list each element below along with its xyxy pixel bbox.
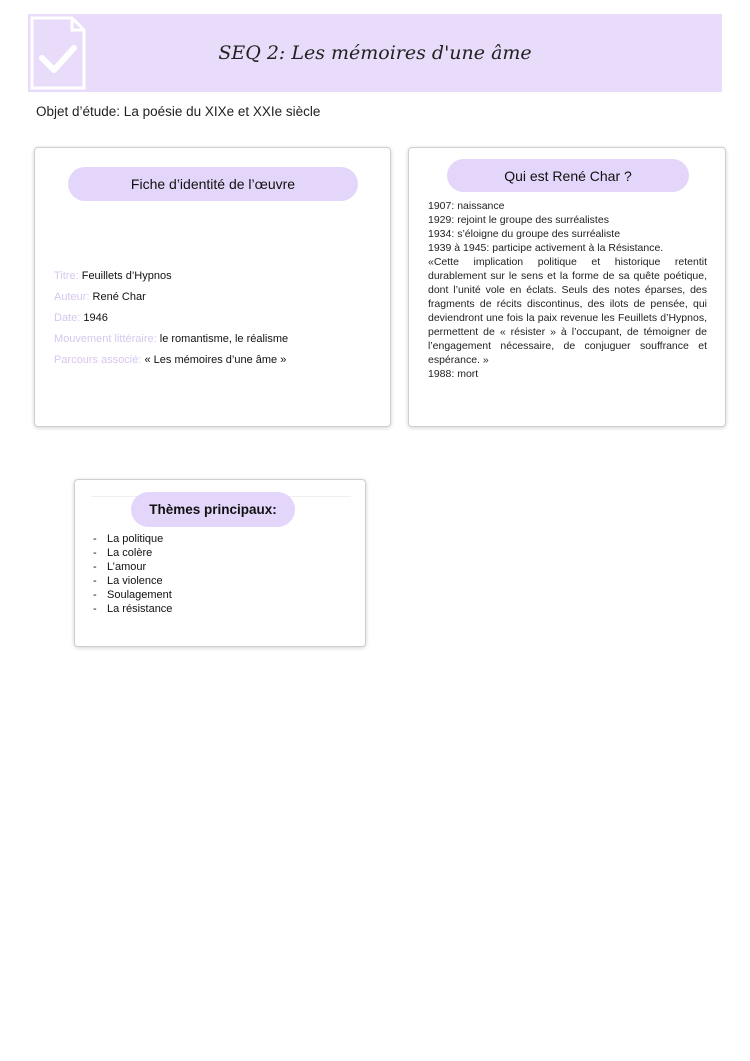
list-item <box>93 588 172 602</box>
field-label: Titre: <box>54 270 79 282</box>
theme-label: L’amour <box>107 561 147 573</box>
identity-fields <box>54 266 288 371</box>
author-card-title: Qui est René Char ? <box>447 159 689 192</box>
field-value: René Char <box>92 291 146 303</box>
field-value: le romantisme, le réalisme <box>159 333 289 345</box>
list-item <box>93 532 172 546</box>
theme-label: La colère <box>107 547 153 559</box>
identity-field-date <box>54 308 288 329</box>
themes-card <box>74 479 366 647</box>
theme-label: La politique <box>107 533 164 545</box>
bullet: - <box>93 533 97 545</box>
bio-quote: «Cette implication politique et historique retentit durablement sur le sens et la forme de sa quête poétique, dont l’unité vole en éclats. Seuls des notes éparses, des fragments de récits discontinus, des ilots de pensée, qui deviendront une fois la paix revenue les Feuillets d’Hypnos, permettent de « résister » à l’occupant, de témoigner de l’engagement nécessaire, de conjuguer souffrance et espérance. » <box>428 256 707 366</box>
field-label: Auteur: <box>54 291 90 303</box>
theme-label: La résistance <box>107 603 173 615</box>
identity-field-parcours <box>54 350 288 371</box>
identity-field-author <box>54 287 288 308</box>
field-label: Mouvement littéraire: <box>54 333 157 345</box>
bio-line: 1939 à 1945: participe activement à la Résistance. <box>428 242 664 254</box>
field-label: Parcours associé: <box>54 354 142 366</box>
field-label: Date: <box>54 312 81 324</box>
bio-line: 1907: naissance <box>428 200 505 212</box>
list-item <box>93 602 172 616</box>
list-item <box>93 560 172 574</box>
bullet: - <box>93 547 97 559</box>
bio-line: 1988: mort <box>428 368 479 380</box>
list-item <box>93 546 172 560</box>
subject-line: Objet d’étude: La poésie du XIXe et XXIe siècle <box>36 104 321 119</box>
field-value: 1946 <box>83 312 108 324</box>
bullet: - <box>93 561 97 573</box>
identity-card <box>34 147 391 427</box>
bullet: - <box>93 589 97 601</box>
field-value: Feuillets d’Hypnos <box>81 270 172 282</box>
bullet: - <box>93 575 97 587</box>
field-value: « Les mémoires d’une âme » <box>144 354 287 366</box>
identity-field-title <box>54 266 288 287</box>
identity-field-movement <box>54 329 288 350</box>
bio-line: 1929: rejoint le groupe des surréalistes <box>428 214 609 226</box>
author-card <box>408 147 726 427</box>
author-bio <box>428 199 707 381</box>
theme-label: La violence <box>107 575 163 587</box>
page-title: SEQ 2: Les mémoires d'une âme <box>218 42 532 64</box>
identity-card-title: Fiche d’identité de l’œuvre <box>68 167 358 201</box>
bullet: - <box>93 603 97 615</box>
bio-line: 1934: s’éloigne du groupe des surréaliste <box>428 228 621 240</box>
theme-label: Soulagement <box>107 589 172 601</box>
themes-card-title: Thèmes principaux: <box>131 492 295 527</box>
list-item <box>93 574 172 588</box>
themes-list <box>93 532 172 616</box>
